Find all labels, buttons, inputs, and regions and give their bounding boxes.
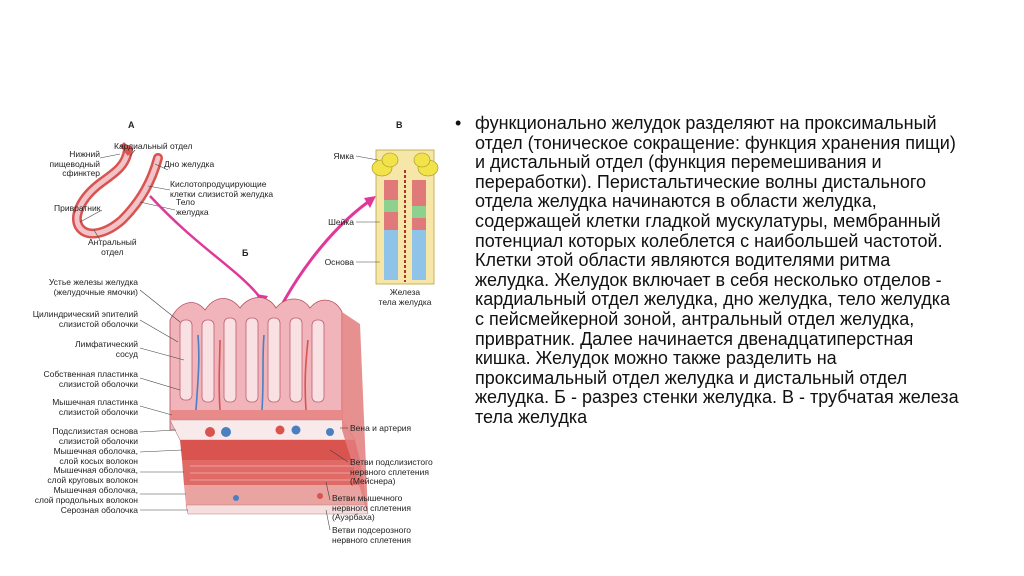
label-serosa: Серозная оболочка (60, 505, 138, 515)
label-longitudinal: Мышечная оболочка, слой продольных волокон (34, 485, 138, 505)
label-neck: Шейка (328, 217, 354, 227)
label-auerbach: Ветви мышечного нервного сплетения (Ауэрбаха) (332, 493, 411, 522)
label-lymph: Лимфатический сосуд (75, 339, 138, 359)
label-antrum: Антральный отдел (88, 237, 137, 257)
label-gland: Железа тела желудка (378, 287, 432, 307)
bullet: • (455, 113, 462, 133)
label-epithelium: Цилиндрический эпителий слизистой оболочки (32, 309, 138, 329)
gland-cell-columns (384, 170, 426, 282)
tubular-gland (356, 150, 438, 284)
label-base: Основа (324, 257, 354, 267)
label-lower-sphincter: Нижний пищеводный сфинктер (49, 149, 100, 178)
panel-a-letter: А (128, 120, 135, 130)
label-meissner: Ветви подслизистого нервного сплетения (Мейснера) (350, 457, 433, 486)
label-vessels: Вена и артерия (350, 423, 412, 433)
label-pylorus: Привратник (54, 203, 101, 213)
label-circular: Мышечная оболочка, слой круговых волокон (47, 465, 138, 485)
label-acid-cells: Кислотопродуцирующие клетки слизистой желудка (170, 179, 274, 199)
description-paragraph: функционально желудок разделяют на проксимальный отдел (тоническое сокращение: функция хранения пищи) и дистальный отдел (функция перемешивания и переработки). Перистальтические волны дистального отдела желудка начинаются в области желудка, содержащей клетки гладкой мускулатуры, мембранный потенциал которых колеблется с наибольшей частотой. Клетки этой области являются водителями ритма желудка. Желудок включает в себя несколько отделов - кардиальный отдел желудка, дно желудка, тело желудка с пейсмейкерной зоной, антральный отдел желудка, привратник. Далее начинается двенадцатиперстная кишка. Желудок можно также разделить на проксимальный отдел желудка и дистальный отдел желудка. Б - разрез стенки желудка. В - трубчатая железа тела желудка (475, 113, 959, 427)
label-body: Тело желудка (176, 197, 209, 217)
panel-b-letter: Б (242, 248, 249, 258)
label-submucosa: Подслизистая основа слизистой оболочки (52, 426, 138, 446)
panel-v-letter: В (396, 120, 403, 130)
label-oblique: Мышечная оболочка, слой косых волокон (53, 446, 138, 466)
label-cardia: Кардиальный отдел (114, 141, 193, 151)
wall-section (170, 298, 368, 515)
label-fundus: Дно желудка (164, 159, 215, 169)
label-lamina-propria: Собственная пластинка слизистой оболочки (43, 369, 138, 389)
description-text-block (455, 114, 960, 428)
stomach-figure (30, 110, 460, 560)
label-gland-mouth: Устье железы желудка (желудочные ямочки) (48, 277, 138, 297)
label-pit: Ямка (333, 151, 354, 161)
label-muscularis-mucosae: Мышечная пластинка слизистой оболочки (52, 397, 138, 417)
label-subserous: Ветви подсерозного нервного сплетения (332, 525, 412, 545)
